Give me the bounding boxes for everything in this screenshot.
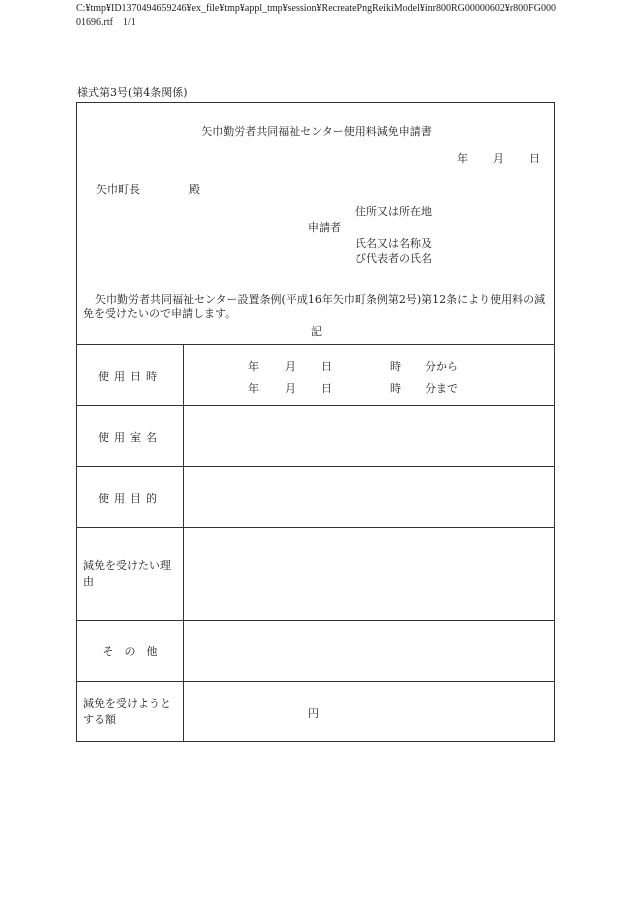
date-year: 年 [457, 152, 468, 165]
row-divider [77, 466, 554, 467]
honorific: 殿 [189, 183, 200, 196]
name-label-2: び代表者の氏名 [355, 252, 432, 265]
form-number: 様式第3号(第4条関係) [77, 86, 188, 99]
table-column-divider [183, 344, 184, 742]
date-day: 日 [529, 152, 540, 165]
label-reason: 減免を受けたい理由 [83, 559, 171, 588]
to-hour: 時 [390, 382, 401, 395]
amount-unit: 円 [308, 707, 319, 720]
date-month: 月 [493, 152, 504, 165]
from-day: 日 [321, 360, 332, 373]
label-room-name: 使用室名 [98, 431, 162, 444]
row-divider [77, 405, 554, 406]
row-divider [77, 527, 554, 528]
row-divider [77, 620, 554, 621]
label-amount: 減免を受けようとする額 [83, 697, 171, 726]
row-divider [77, 681, 554, 682]
form-title: 矢巾勤労者共同福祉センター使用料減免申請書 [201, 125, 432, 138]
file-path-header: C:¥tmp¥ID1370494659246¥ex_file¥tmp¥appl_tmp¥session¥RecreatePngReikiModel¥inr800RG00000602¥r800FG00001696.rtf 1/1 [76, 3, 556, 28]
from-minute: 分から [425, 360, 458, 373]
from-month: 月 [285, 360, 296, 373]
to-day: 日 [321, 382, 332, 395]
address-label: 住所又は所在地 [355, 205, 432, 218]
to-minute: 分まで [425, 382, 458, 395]
application-body: 矢巾勤労者共同福祉センター設置条例(平成16年矢巾町条例第2号)第12条により使用料の減免を受けたいので申請します。 [83, 293, 546, 320]
from-year: 年 [248, 360, 259, 373]
application-form [76, 102, 555, 742]
label-purpose: 使用目的 [98, 492, 162, 505]
from-hour: 時 [390, 360, 401, 373]
to-month: 月 [285, 382, 296, 395]
addressee: 矢巾町長 [96, 183, 140, 196]
name-label-1: 氏名又は名称及 [355, 237, 432, 250]
label-other: そ の 他 [102, 645, 158, 658]
table-top-line [77, 344, 554, 345]
applicant-label: 申請者 [308, 221, 341, 234]
to-year: 年 [248, 382, 259, 395]
label-usage-datetime: 使用日時 [98, 370, 162, 383]
ki-mark: 記 [311, 325, 322, 338]
